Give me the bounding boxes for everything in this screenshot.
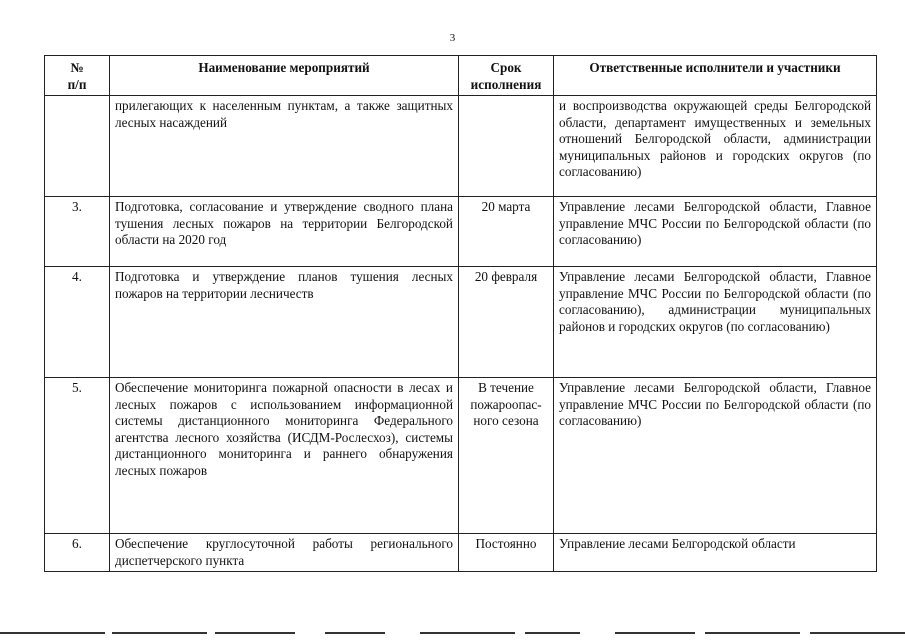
row-name: Подготовка, согласование и утверждение сводного плана тушения лесных пожаров на территории Белгородской области на 2020 год (110, 197, 459, 267)
row-term: 20 февраля (459, 267, 554, 378)
row-term: Постоянно (459, 534, 554, 572)
page-number: 3 (449, 32, 456, 44)
row-responsible: Управление лесами Белгородской области, Главное управление МЧС России по Белгородской области (по согласованию), администрации муниципальных районов и городских округов (по согласованию) (554, 267, 877, 378)
row-num: 5. (45, 378, 110, 534)
table-row (45, 96, 877, 197)
table-header-row (45, 56, 877, 96)
row-num (45, 96, 110, 197)
row-name: Обеспечение мониторинга пожарной опасности в лесах и лесных пожаров с использованием информационной системы дистанционного мониторинга Федерального агентства лесного хозяйства (ИСДМ-Рослесхоз), системы дистанционного мониторинга и раннего обнаружения лесных пожаров (110, 378, 459, 534)
row-name: прилегающих к населенным пунктам, а также защитных лесных насаждений (110, 96, 459, 197)
row-term: В течение пожароопас-ного сезона (459, 378, 554, 534)
header-responsible: Ответственные исполнители и участники (554, 56, 877, 96)
row-term (459, 96, 554, 197)
row-num: 6. (45, 534, 110, 572)
header-name: Наименование мероприятий (110, 56, 459, 96)
row-name: Обеспечение круглосуточной работы регионального диспетчерского пункта (110, 534, 459, 572)
row-responsible: и воспроизводства окружающей среды Белгородской области, департамент имущественных и земельных отношений Белгородской области, администрации муниципальных районов и городских округов (по согласованию) (554, 96, 877, 197)
row-name: Подготовка и утверждение планов тушения лесных пожаров на территории лесничеств (110, 267, 459, 378)
row-responsible: Управление лесами Белгородской области, Главное управление МЧС России по Белгородской области (по согласованию) (554, 197, 877, 267)
scan-bottom-edge-marks (0, 632, 905, 634)
table-row (45, 197, 877, 267)
table-row (45, 267, 877, 378)
header-num: № п/п (45, 56, 110, 96)
table-row (45, 534, 877, 572)
row-num: 3. (45, 197, 110, 267)
row-responsible: Управление лесами Белгородской области (554, 534, 877, 572)
header-term: Срок исполнения (459, 56, 554, 96)
activities-table (44, 55, 877, 572)
row-num: 4. (45, 267, 110, 378)
row-responsible: Управление лесами Белгородской области, Главное управление МЧС России по Белгородской области (по согласованию) (554, 378, 877, 534)
row-term: 20 марта (459, 197, 554, 267)
table-row (45, 378, 877, 534)
